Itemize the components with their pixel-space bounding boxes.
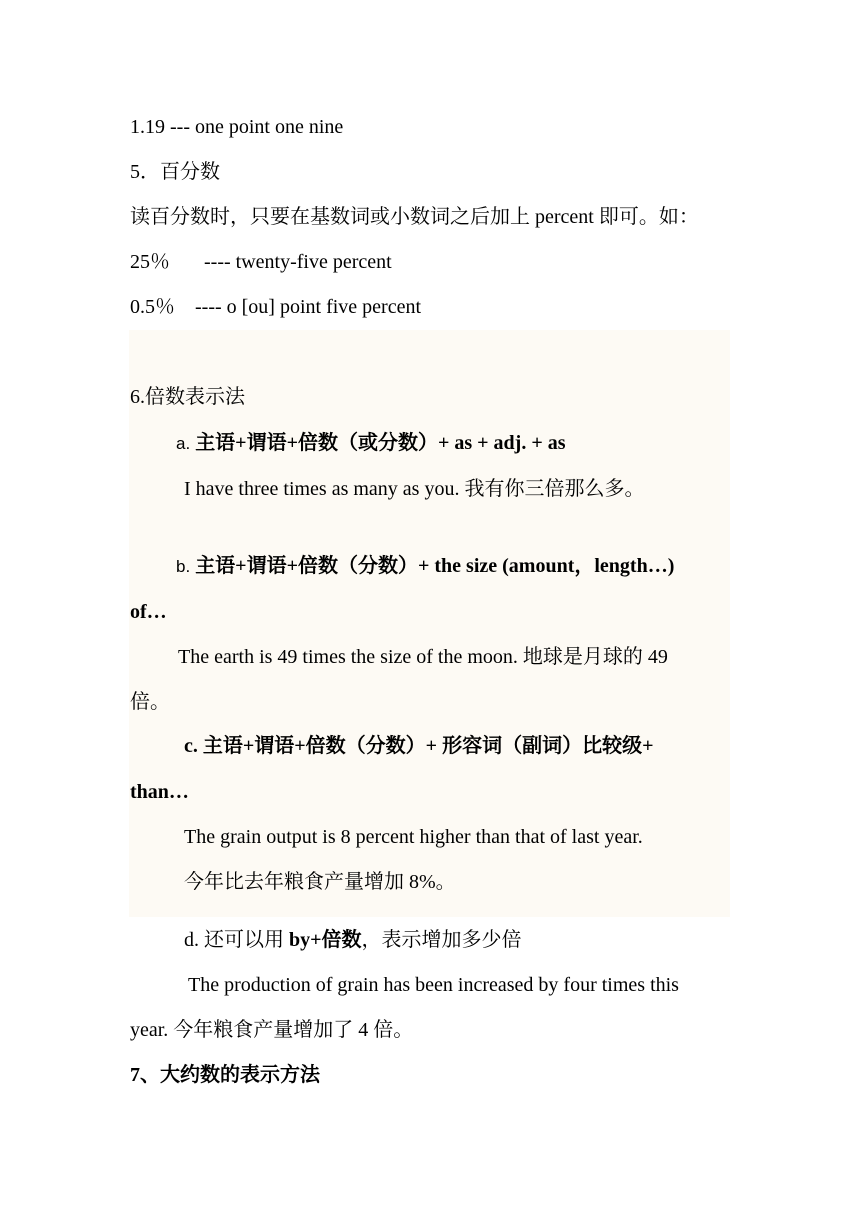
rule-d-suffix: ，表示增加多少倍	[361, 929, 522, 951]
rule-b-text: 主语+谓语+倍数（分数）+ the size (amount，length…)	[195, 555, 675, 577]
rule-c-example-translation: 今年比去年粮食产量增加 8%。	[184, 871, 456, 893]
rule-d-prefix: d. 还可以用	[184, 929, 289, 951]
percent-example-2	[130, 295, 421, 319]
rule-a-marker: a.	[176, 434, 191, 453]
rule-b-marker: b.	[176, 557, 191, 576]
percent-example-1-number: 25％	[130, 251, 170, 273]
section-7-title: 7、大约数的表示方法	[130, 1064, 320, 1086]
rule-b-example: The earth is 49 times the size of the moon. 地球是月球的 49	[178, 646, 668, 668]
rule-a-text: 主语+谓语+倍数（或分数）+ as + adj. + as	[195, 432, 566, 454]
rule-a-example: I have three times as many as you. 我有你三倍那么多。	[184, 478, 645, 500]
rule-d	[184, 928, 522, 952]
percent-example-1-reading: ---- twenty-five percent	[204, 251, 392, 273]
rule-d-keyword: by+倍数	[289, 929, 362, 951]
decimal-example-line: 1.19 --- one point one nine	[130, 116, 344, 138]
section-5-intro: 读百分数时，只要在基数词或小数词之后加上 percent 即可。如：	[130, 206, 699, 228]
percent-example-2-number: 0.5％	[130, 296, 175, 318]
rule-b-continuation: of…	[130, 601, 167, 623]
rule-d-example-continuation: year. 今年粮食产量增加了 4 倍。	[130, 1019, 414, 1041]
rule-b	[176, 554, 674, 579]
rule-b-example-continuation: 倍。	[130, 691, 170, 713]
rule-c-example: The grain output is 8 percent higher than that of last year.	[184, 826, 643, 848]
rule-d-example: The production of grain has been increased by four times this	[188, 974, 679, 996]
section-6-title: 6.倍数表示法	[130, 386, 245, 408]
rule-c-continuation: than…	[130, 781, 189, 803]
rule-c: c. 主语+谓语+倍数（分数）+ 形容词（副词）比较级+	[184, 735, 654, 757]
section-5-title: 5．百分数	[130, 161, 220, 183]
percent-example-2-reading: ---- o [ou] point five percent	[195, 296, 422, 318]
rule-a	[176, 431, 566, 456]
percent-example-1	[130, 250, 392, 274]
